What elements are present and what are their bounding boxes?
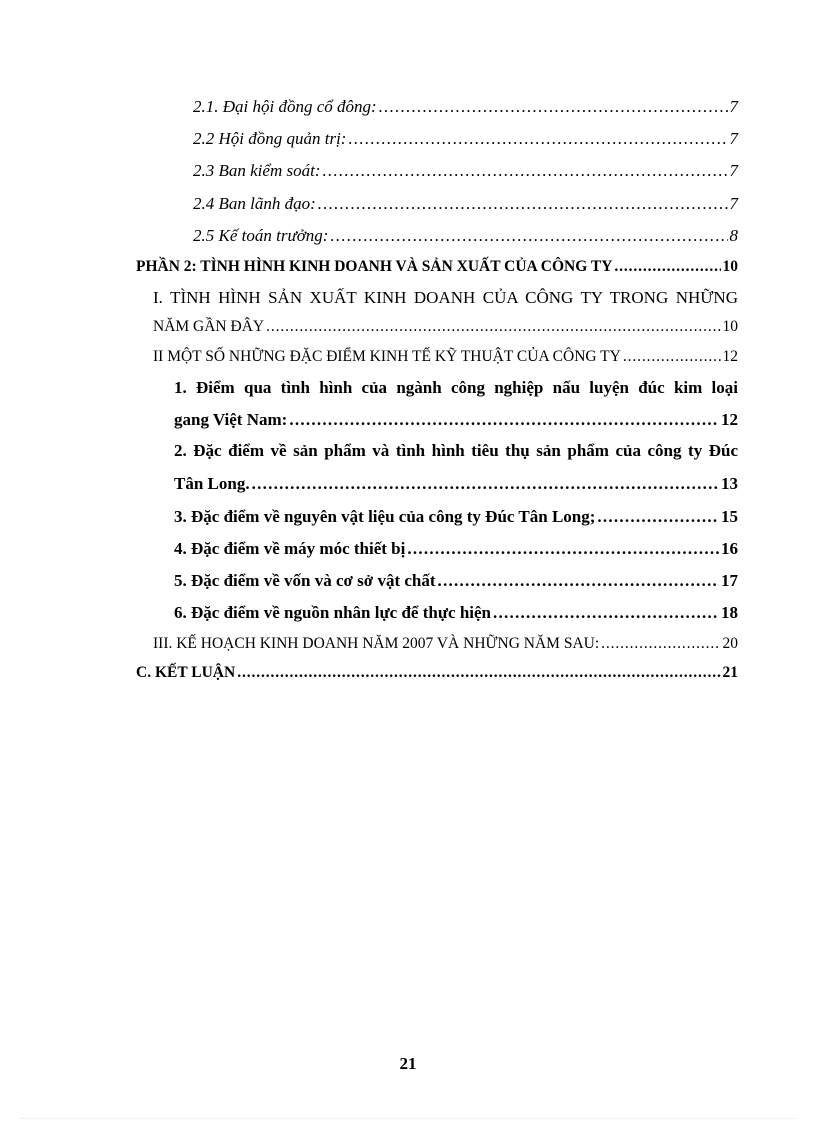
page-number: 21 — [399, 1054, 417, 1073]
toc-entry-page: 20 — [722, 635, 738, 652]
toc-entry-2-2[interactable] — [193, 128, 738, 150]
toc-entry-page: 8 — [729, 226, 738, 245]
toc-entry-title: III. KẾ HOẠCH KINH DOANH NĂM 2007 VÀ NHỮNG NĂM SAU: — [153, 635, 600, 652]
toc-entry-title: NĂM GẦN ĐÂY — [153, 318, 265, 335]
dot-leader — [407, 538, 719, 560]
toc-entry-title: 4. Đặc điểm về máy móc thiết bị — [174, 539, 406, 558]
toc-entry-iii[interactable] — [153, 633, 738, 655]
toc-entry-page: 16 — [721, 539, 738, 558]
toc-entry-title: 2.1. Đại hội đồng cổ đông: — [193, 97, 377, 116]
toc-entry-page: 13 — [721, 474, 738, 493]
dot-leader — [493, 602, 719, 624]
toc-entry-page: 7 — [729, 129, 738, 148]
toc-entry-page: 17 — [721, 571, 738, 590]
toc-entry-title: Tân Long. — [174, 474, 250, 493]
dot-leader — [438, 570, 719, 592]
toc-entry-title: 2.5 Kế toán trưởng: — [193, 226, 329, 245]
toc-entry-page: 10 — [722, 258, 738, 275]
toc-entry-ii-1-line1[interactable]: 1. Điểm qua tình hình của ngành công nghiệp nấu luyện đúc kim loại — [174, 378, 738, 397]
toc-entry-page: 7 — [729, 97, 738, 116]
toc-entry-phan-2[interactable] — [136, 256, 738, 278]
toc-entry-title: 2.4 Ban lãnh đạo: — [193, 194, 316, 213]
toc-entry-ii-2[interactable] — [174, 473, 738, 495]
toc-entry-title: gang Việt Nam: — [174, 410, 288, 429]
toc-entry-title: C. KẾT LUẬN — [136, 664, 236, 681]
toc-entry-title: 6. Đặc điểm về nguồn nhân lực để thực hiện — [174, 603, 491, 622]
toc-entry-2-5[interactable] — [193, 225, 738, 247]
toc-entry-i[interactable] — [153, 316, 738, 338]
toc-entry-title: 5. Đặc điểm về vốn và cơ sở vật chất — [174, 571, 436, 590]
toc-entry-ii[interactable] — [153, 346, 738, 368]
toc-entry-title: 2.3 Ban kiểm soát: — [193, 161, 321, 180]
dot-leader — [597, 506, 719, 528]
toc-entry-2-4[interactable] — [193, 193, 738, 215]
toc-entry-ii-4[interactable] — [174, 538, 738, 560]
toc-entry-ii-1[interactable] — [174, 409, 738, 431]
dot-leader — [601, 633, 720, 655]
toc-entry-page: 18 — [721, 603, 738, 622]
toc-entry-page: 12 — [721, 410, 738, 429]
page-bottom-edge — [20, 1118, 796, 1119]
toc-entry-ii-2-line1[interactable]: 2. Đặc điểm về sản phẩm và tình hình tiêu thụ sản phẩm của công ty Đúc — [174, 441, 738, 460]
toc-entry-title: 3. Đặc điểm về nguyên vật liệu của công ty Đúc Tân Long; — [174, 507, 596, 526]
toc-entry-title: PHẦN 2: TÌNH HÌNH KINH DOANH VÀ SẢN XUẤT CỦA CÔNG TY — [136, 258, 613, 275]
dot-leader — [623, 346, 721, 368]
dot-leader — [322, 160, 727, 182]
dot-leader — [266, 316, 720, 338]
toc-entry-page: 10 — [722, 318, 738, 335]
dot-leader — [330, 225, 727, 247]
toc-entry-ii-3[interactable] — [174, 506, 738, 528]
toc-entry-i-line1[interactable]: I. TÌNH HÌNH SẢN XUẤT KINH DOANH CỦA CÔNG TY TRONG NHỮNG — [153, 288, 738, 307]
toc-entry-title: 2.2 Hội đồng quản trị: — [193, 129, 347, 148]
toc-entry-ii-5[interactable] — [174, 570, 738, 592]
toc-entry-page: 15 — [721, 507, 738, 526]
toc-entry-page: 7 — [729, 161, 738, 180]
dot-leader — [237, 662, 720, 684]
toc-entry-title: II MỘT SỐ NHỮNG ĐẶC ĐIỂM KINH TẾ KỸ THUẬT CỦA CÔNG TY — [153, 348, 621, 365]
dot-leader — [289, 409, 719, 431]
dot-leader — [348, 128, 727, 150]
toc-entry-c[interactable] — [136, 662, 738, 684]
dot-leader — [614, 256, 720, 278]
toc-entry-page: 7 — [729, 194, 738, 213]
dot-leader — [379, 96, 728, 118]
toc-entry-ii-6[interactable] — [174, 602, 738, 624]
dot-leader — [318, 193, 728, 215]
toc-entry-2-1[interactable] — [193, 96, 738, 118]
toc-entry-page: 12 — [722, 348, 738, 365]
toc-entry-page: 21 — [722, 664, 738, 681]
dot-leader — [252, 473, 719, 495]
toc-entry-2-3[interactable] — [193, 160, 738, 182]
